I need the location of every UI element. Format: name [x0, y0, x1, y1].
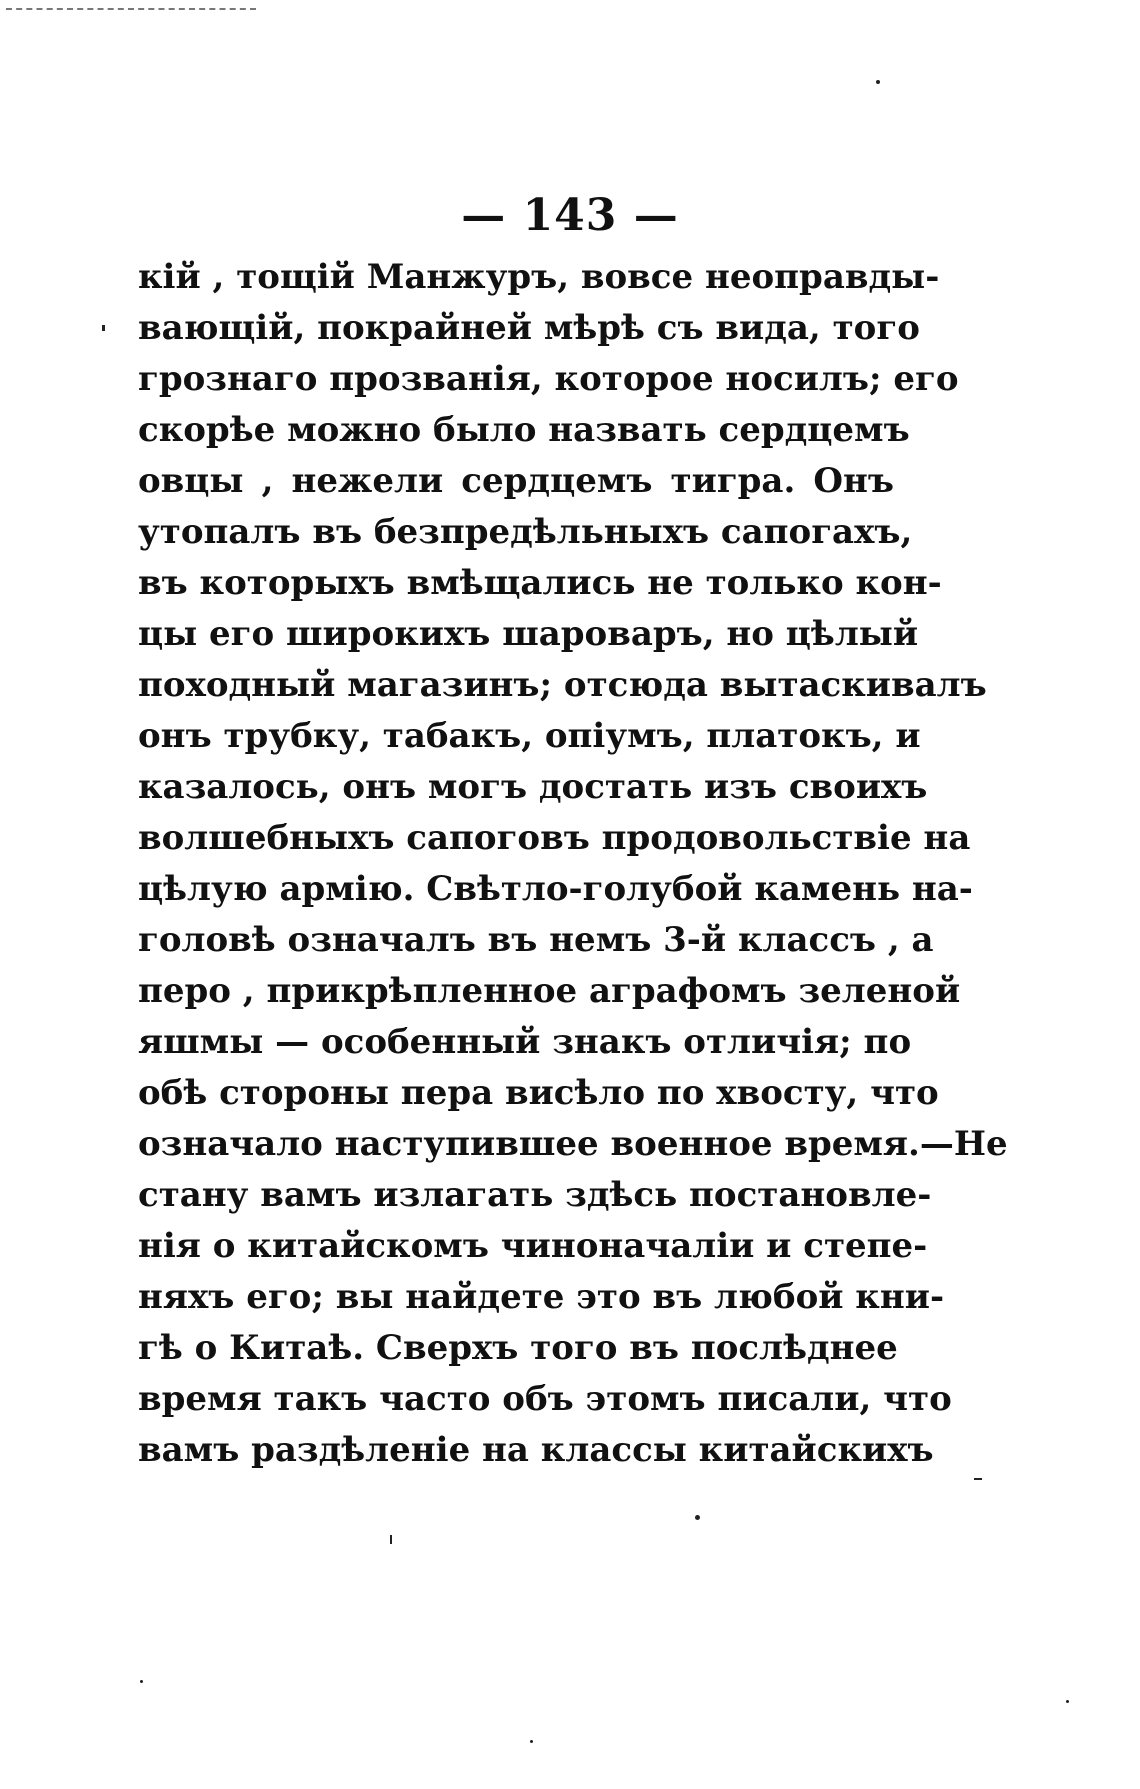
scan-speck: [390, 1535, 392, 1544]
scan-speck: [102, 325, 105, 331]
text-line: утопалъ въ безпредѣльныхъ сапогахъ,: [138, 512, 913, 552]
scan-speck: [695, 1515, 700, 1520]
text-line: волшебныхъ сапоговъ продовольствіе на: [138, 818, 971, 858]
scan-speck: [876, 80, 880, 84]
scan-speck: [1066, 1700, 1069, 1703]
page-number: — 143 —: [461, 190, 679, 241]
scan-speck: [140, 1680, 143, 1683]
text-line: означало наступившее военное время.—Не: [138, 1124, 1008, 1164]
text-line: время такъ часто объ этомъ писали, что: [138, 1379, 952, 1419]
text-line: грознаго прозванія, которое носилъ; его: [138, 359, 959, 399]
text-line: вамъ раздѣленіе на классы китайскихъ: [138, 1430, 934, 1470]
text-line: въ которыхъ вмѣщались не только кон-: [138, 563, 942, 603]
top-edge-rule: [6, 8, 256, 10]
text-line: цы его широкихъ шароваръ, но цѣлый: [138, 614, 919, 654]
scan-speck: [974, 1478, 982, 1480]
text-line: казалось, онъ могъ достать изъ своихъ: [138, 767, 928, 807]
text-line: перо , прикрѣпленное аграфомъ зеленой: [138, 971, 961, 1011]
text-line: кій , тощій Манжуръ, вовсе неоправды-: [138, 257, 940, 297]
text-line: обѣ стороны пера висѣло по хвосту, что: [138, 1073, 939, 1113]
text-line: стану вамъ излагать здѣсь постановле-: [138, 1175, 932, 1215]
text-line: овцы , нежели сердцемъ тигра. Онъ: [138, 461, 894, 501]
text-line: гѣ о Китаѣ. Сверхъ того въ послѣднее: [138, 1328, 898, 1368]
scan-speck: [530, 1740, 533, 1743]
text-line: скорѣе можно было назвать сердцемъ: [138, 410, 910, 450]
body-text: [138, 252, 1008, 1476]
text-line: нія о китайскомъ чиноначаліи и степе-: [138, 1226, 928, 1266]
text-line: головѣ означалъ въ немъ 3-й классъ , а: [138, 920, 934, 960]
text-line: походный магазинъ; отсюда вытаскивалъ: [138, 665, 987, 705]
text-line: цѣлую армію. Свѣтло-голубой камень на-: [138, 869, 973, 909]
text-line: онъ трубку, табакъ, опіумъ, платокъ, и: [138, 716, 921, 756]
text-line: няхъ его; вы найдете это въ любой кни-: [138, 1277, 945, 1317]
text-line: яшмы — особенный знакъ отличія; по: [138, 1022, 912, 1062]
text-line: вающій, покрайней мѣрѣ съ вида, того: [138, 308, 920, 348]
